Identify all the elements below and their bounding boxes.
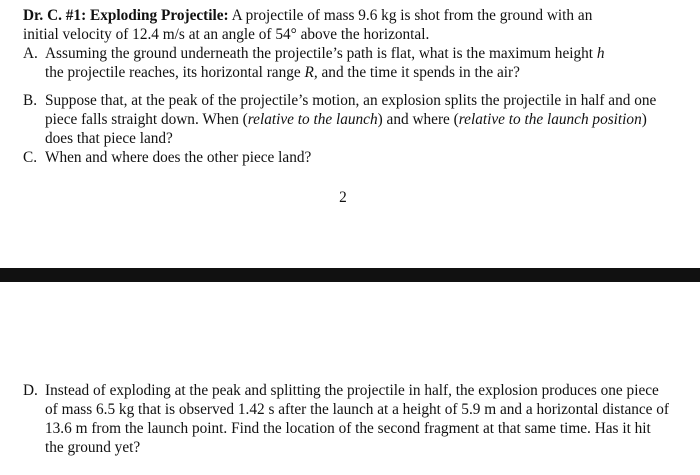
part-c	[23, 148, 673, 167]
problem-intro-line2: initial velocity of 12.4 m/s at an angle of 54° above the horizontal.	[23, 26, 430, 43]
part-b-seg2: ) and where (	[377, 111, 459, 128]
part-a-letter: A.	[23, 45, 38, 62]
page-separator	[0, 268, 700, 282]
part-a-seg3: and the time it spends in the air?	[317, 64, 520, 81]
part-a-text	[45, 44, 673, 82]
part-b-italic2: relative to the launch position	[458, 111, 642, 128]
part-b-italic1: relative to the launch	[247, 111, 378, 128]
page-bottom	[0, 282, 700, 475]
page-number: 2	[339, 189, 347, 206]
part-c-text: When and where does the other piece land?	[45, 149, 312, 166]
part-b-letter: B.	[23, 92, 38, 109]
part-a-r-variable: R,	[304, 64, 318, 81]
problem-intro-line1: A projectile of mass 9.6 kg is shot from the ground with an	[228, 7, 593, 24]
part-a-h-variable: h	[596, 45, 605, 62]
problem-heading: Dr. C. #1:	[23, 7, 87, 24]
part-b	[23, 91, 673, 148]
part-a-seg2: the projectile reaches, its horizontal range	[45, 64, 305, 81]
problem-intro	[23, 6, 663, 44]
part-a-seg1: Assuming the ground underneath the projectile’s path is flat, what is the maximum height	[45, 45, 597, 62]
part-b-text	[45, 91, 673, 148]
part-d-letter: D.	[23, 382, 38, 399]
part-c-letter: C.	[23, 149, 38, 166]
part-d-text: Instead of exploding at the peak and splitting the projectile in half, the explosion produces one piece of mass 6.5 kg that is observed 1.42 s after the launch at a height of 5.9 m and a horizontal distance of 13.6 m from the launch point. Find the location of the second fragment at that same time. Has it hit the ground yet?	[45, 382, 670, 456]
part-a	[23, 44, 673, 82]
part-d	[23, 381, 673, 457]
part-b-seg3: ) does that piece land?	[45, 111, 647, 147]
problem-title: Exploding Projectile:	[90, 7, 229, 24]
part-b-seg1: Suppose that, at the peak of the projectile’s motion, an explosion splits the projectile in half and one piece falls straight down. When (	[45, 92, 657, 128]
